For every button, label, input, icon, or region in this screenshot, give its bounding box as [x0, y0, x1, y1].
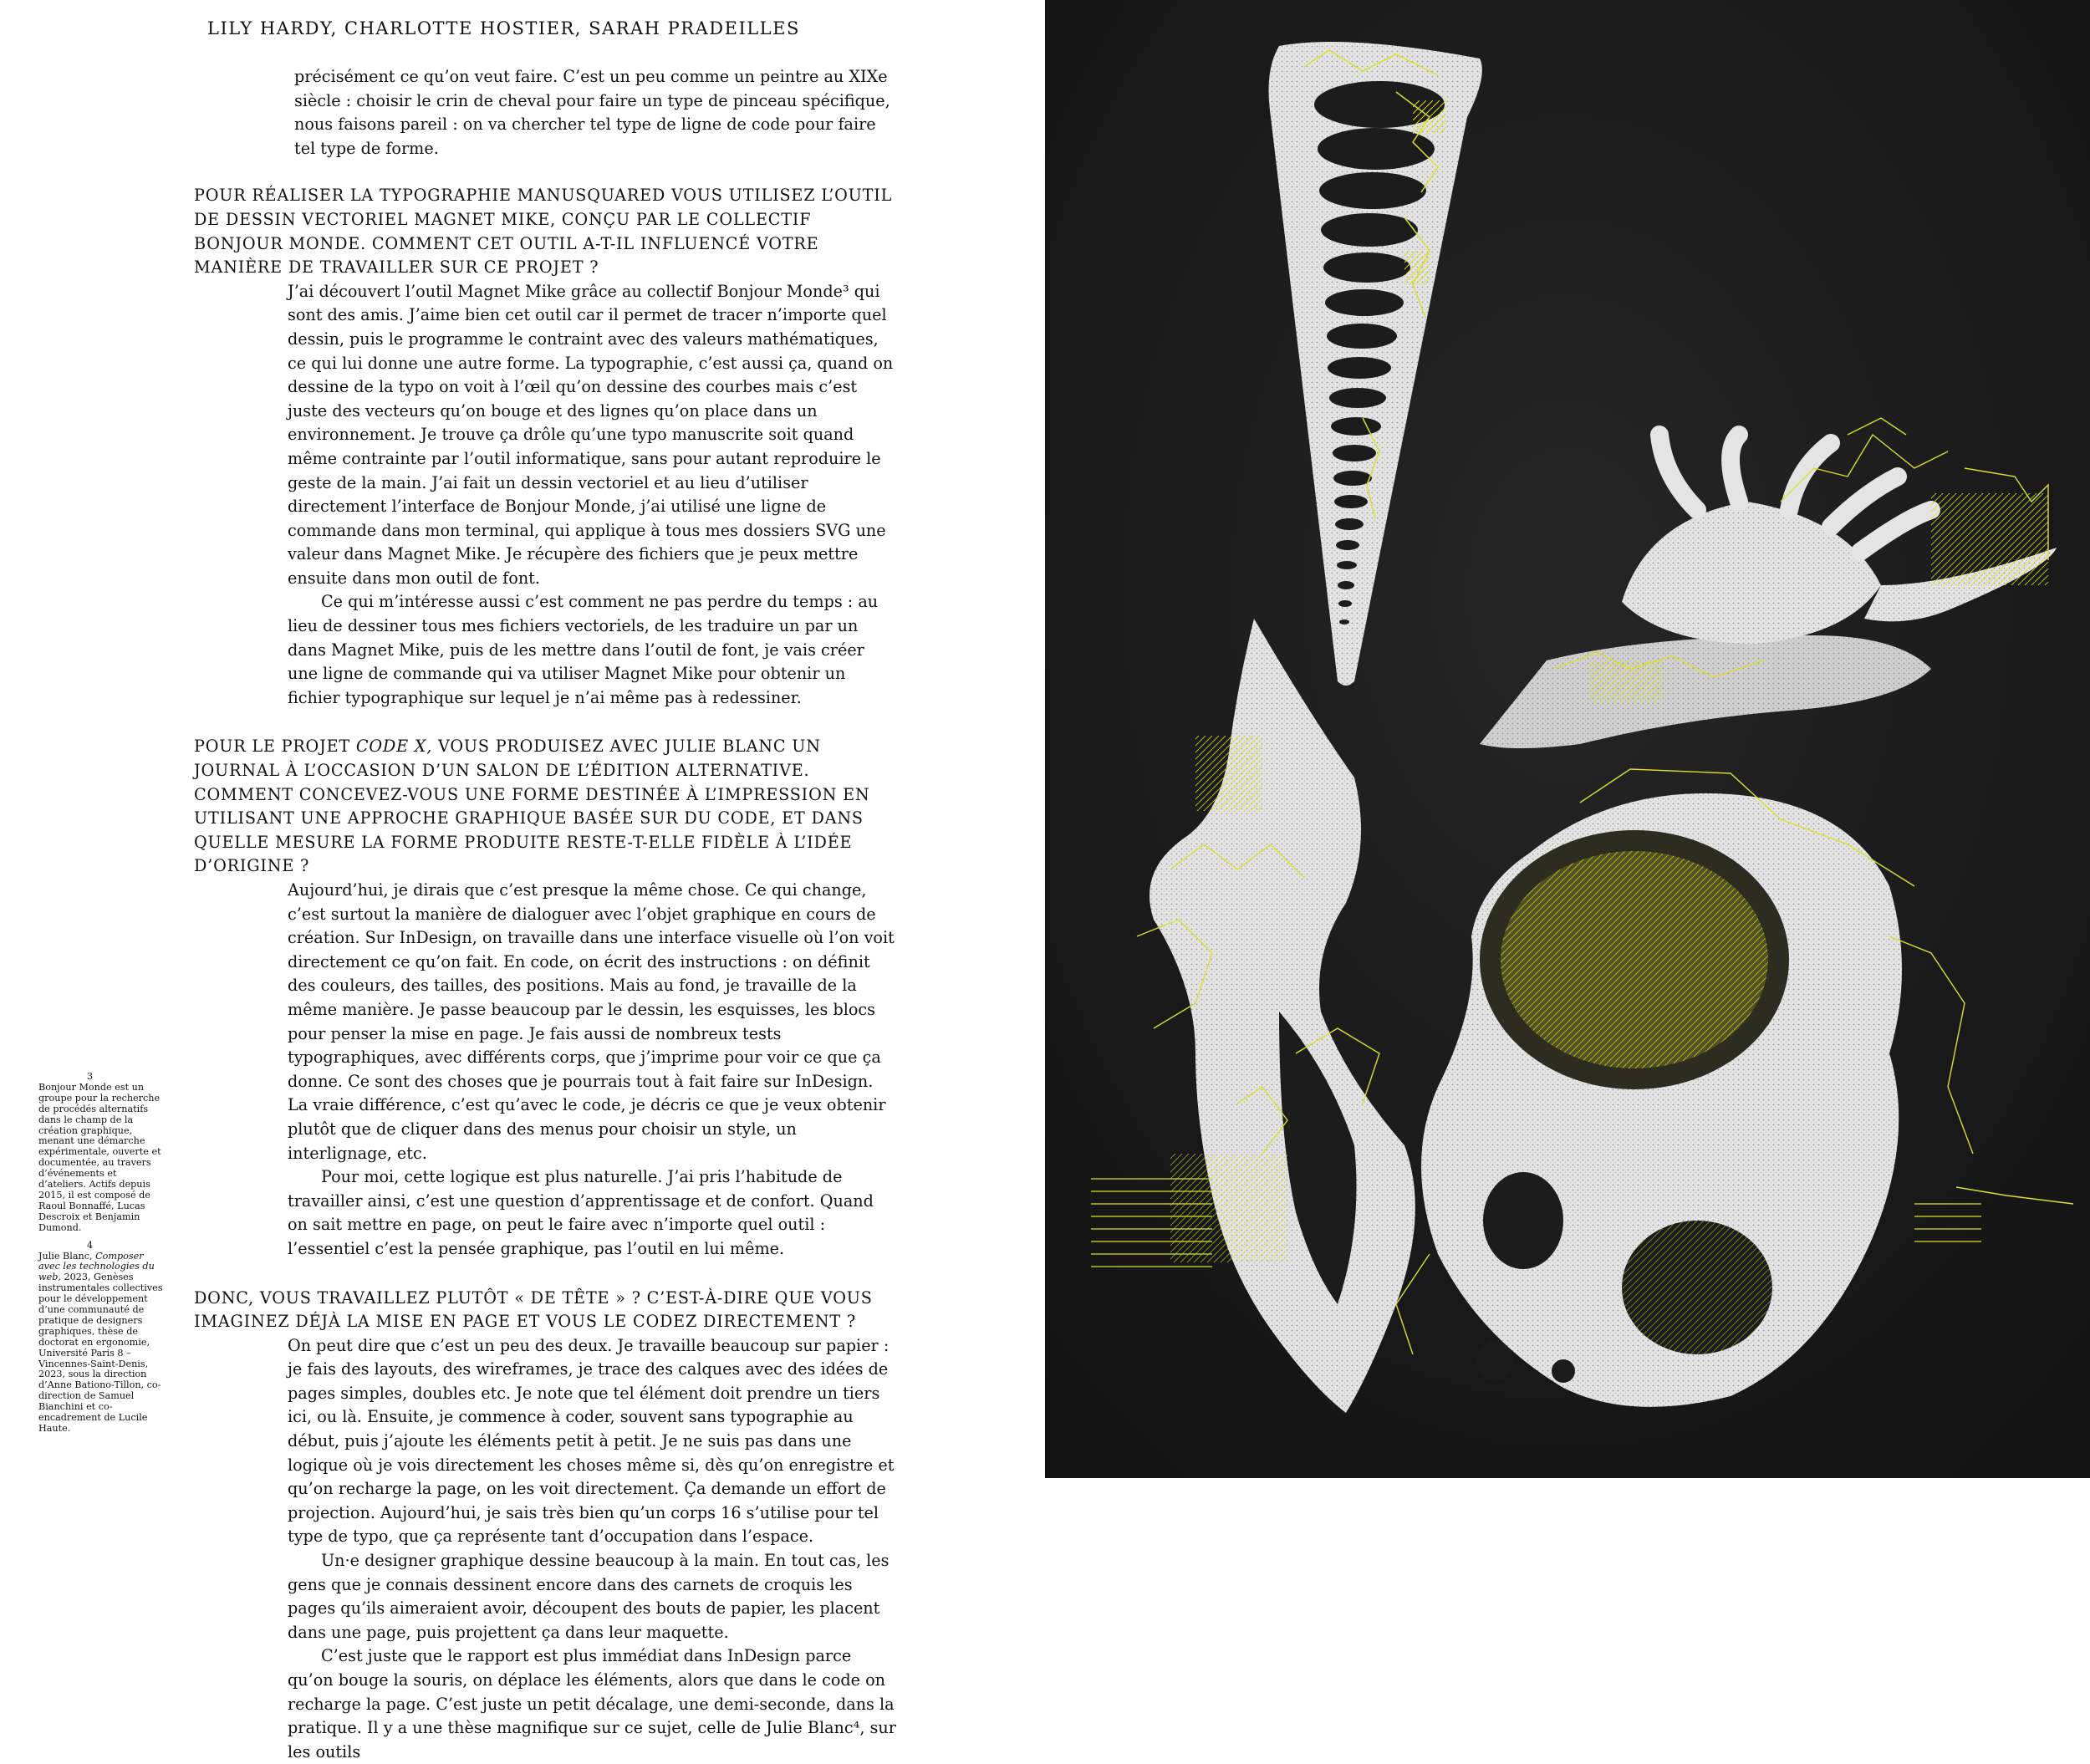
answer-2 [194, 879, 896, 1262]
lead-paragraph: précisément ce qu’on veut faire. C’est un peu comme un peintre au XIXe siècle : choisir le crin de cheval pour faire un type de pinceau spécifique, nous faisons pareil : on va chercher tel type de ligne de code pour faire tel type de forme. [294, 67, 890, 158]
answer-1 [194, 280, 896, 711]
footnote-4 [38, 1252, 164, 1435]
seashells-illustration [1045, 0, 2090, 1478]
text-page [0, 0, 1045, 1761]
question-3: DONC, VOUS TRAVAILLEZ PLUTÔT « DE TÊTE » ? C’EST-À-DIRE QUE VOUS IMAGINEZ DÉJÀ LA MISE EN PAGE ET VOUS LE CODEZ DIRECTEMENT ? [194, 1287, 873, 1332]
answer-3-p3: C’est juste que le rapport est plus immédiat dans InDesign parce qu’on bouge la souris, on déplace les éléments, alors que dans le code on recharge la page. C’est juste un petit décalage, une demi-seconde, dans la pratique. Il y a une thèse magnifique sur ce sujet, celle de Julie Blanc⁴, sur les outils [288, 1646, 896, 1761]
footnote-3: Bonjour Monde est un groupe pour la recherche de procédés alternatifs dans le champ de la création graphique, menant une démarche expérimentale, ouverte et documentée, au travers d’événements et d’ateliers. Actifs depuis 2015, il est composé de Raoul Bonnaffé, Lucas Descroix et Benjamin Dumond. [38, 1081, 161, 1233]
footnote-4-part-a: Julie Blanc, [38, 1250, 96, 1262]
footnote-4-italic: Composer avec les technologies du web, [38, 1250, 155, 1283]
question-1: POUR RÉALISER LA TYPOGRAPHIE MANUSQUARED VOUS UTILISEZ L’OUTIL DE DESSIN VECTORIEL MAGNET MIKE, CONÇU PAR LE COLLECTIF BONJOUR MONDE. COMMENT CET OUTIL A-T-IL INFLUENCÉ VOTRE MANIÈRE DE TRAVAILLER SUR CE PROJET ? [194, 186, 893, 278]
running-head: LILY HARDY, CHARLOTTE HOSTIER, SARAH PRADEILLES [207, 18, 800, 38]
footnotes [38, 1072, 164, 1441]
question-2-italic: CODE X, [355, 737, 433, 757]
answer-3-p1: On peut dire que c’est un peu des deux. Je travaille beaucoup sur papier : je fais des layouts, des wireframes, je trace des calques avec des idées de pages simples, doubles etc. Je note que tel élément doit prendre un tiers ici, ou là. Ensuite, je commence à coder, souvent sans typographie au début, puis j’ajoute les éléments petit à petit. Je ne suis pas dans une logique où je vois directement les choses même si, dès qu’on enregistre et qu’on recharge la page, on les voit directement. Ça demande un effort de projection. Aujourd’hui, je sais très bien qu’un corps 16 s’utilise pour tel type de typo, que ça représente tant d’occupation dans l’espace. [288, 1335, 895, 1547]
question-2 [194, 735, 896, 879]
answer-1-p2: Ce qui m’intéresse aussi c’est comment ne pas perdre du temps : au lieu de dessiner tous mes fichiers vectoriels, de les traduire un par un dans Magnet Mike, puis de les mettre dans l’outil de font, je vais créer une ligne de commande qui va utiliser Magnet Mike pour obtenir un fichier typographique sur lequel je n’ai même pas à redessiner. [288, 592, 879, 707]
footnote-4-number: 4 [87, 1239, 94, 1251]
illustration-page [1045, 0, 2090, 1478]
answer-1-p1: J’ai découvert l’outil Magnet Mike grâce au collectif Bonjour Monde³ qui sont des amis. J’aime bien cet outil car il permet de tracer n’importe quel dessin, puis le programme le contraint avec des valeurs mathématiques, ce qui lui donne une autre forme. La typographie, c’est aussi ça, quand on dessine de la typo on voit à l’œil qu’on dessine des courbes mais c’est juste des vecteurs qu’on bouge et des lignes qu’on place dans un environnement. Je trouve ça drôle qu’une typo manuscrite soit quand même contrainte par l’outil informatique, sans pour autant reproduire le geste de la main. J’ai fait un dessin vectoriel et au lieu d’utiliser directement l’interface de Bonjour Monde, j’ai utilisé une ligne de commande dans mon terminal, qui applique à tous mes dossiers SVG une valeur dans Magnet Mike. Je récupère des fichiers que je peux mettre ensuite dans mon outil de font. [288, 281, 894, 588]
footnote-4-part-b: 2023, Genèses instrumentales collectives pour le développement d’une communauté de pratique de designers graphiques, thèse de doctorat en ergonomie, Université Paris 8 – Vincennes-Saint-Denis, 2023, sous la direction d’Anne Bationo-Tillon, co-direction de Samuel Bianchini et co-encadrement de Lucile Haute. [38, 1272, 163, 1434]
footnote-3-number: 3 [87, 1071, 94, 1082]
question-2-part-a: POUR LE PROJET [194, 737, 356, 757]
answer-3 [194, 1334, 896, 1764]
answer-2-p2: Pour moi, cette logique est plus naturelle. J’ai pris l’habitude de travailler ainsi, c’est une question d’apprentissage et de confort. Quand on sait mettre en page, on peut le faire avec n’importe quel outil : l’essentiel c’est la pensée graphique, pas l’outil en lui même. [288, 1167, 874, 1258]
answer-3-p2: Un·e designer graphique dessine beaucoup à la main. En tout cas, les gens que je connais dessinent encore dans des carnets de croquis les pages qu’ils aimeraient avoir, découpent des bouts de papier, les placent dans une page, puis projettent ça dans leur maquette. [288, 1551, 890, 1642]
answer-2-p1: Aujourd’hui, je dirais que c’est presque la même chose. Ce qui change, c’est surtout la manière de dialoguer avec l’objet graphique en cours de création. Sur InDesign, on travaille dans une interface visuelle où l’on voit directement ce qu’on fait. En code, on écrit des instructions : on définit des couleurs, des tailles, des positions. Mais au fond, je travaille de la même manière. Je passe beaucoup par le dessin, les esquisses, les blocs pour penser la mise en page. Je fais aussi de nombreux tests typographiques, avec différents corps, que j’imprime pour voir ce que ça donne. Ce sont des choses que je pourrais tout à fait faire sur InDesign. La vraie différence, c’est qu’avec le code, je décris ce que je veux obtenir plutôt que de cliquer dans des menus pour choisir un style, un interlignage, etc. [288, 880, 895, 1163]
question-2-part-b: VOUS PRODUISEZ AVEC JULIE BLANC UN JOURNAL À L’OCCASION D’UN SALON DE L’ÉDITION ALTERNATIVE. COMMENT CONCEVEZ-VOUS UNE FORME DESTINÉE À L’IMPRESSION EN UTILISANT UNE APPROCHE GRAPHIQUE BASÉE SUR DU CODE, ET DANS QUELLE MESURE LA FORME PRODUITE RESTE-T-ELLE FIDÈLE À L’IDÉE D’ORIGINE ? [194, 737, 870, 876]
main-column [194, 65, 896, 1764]
